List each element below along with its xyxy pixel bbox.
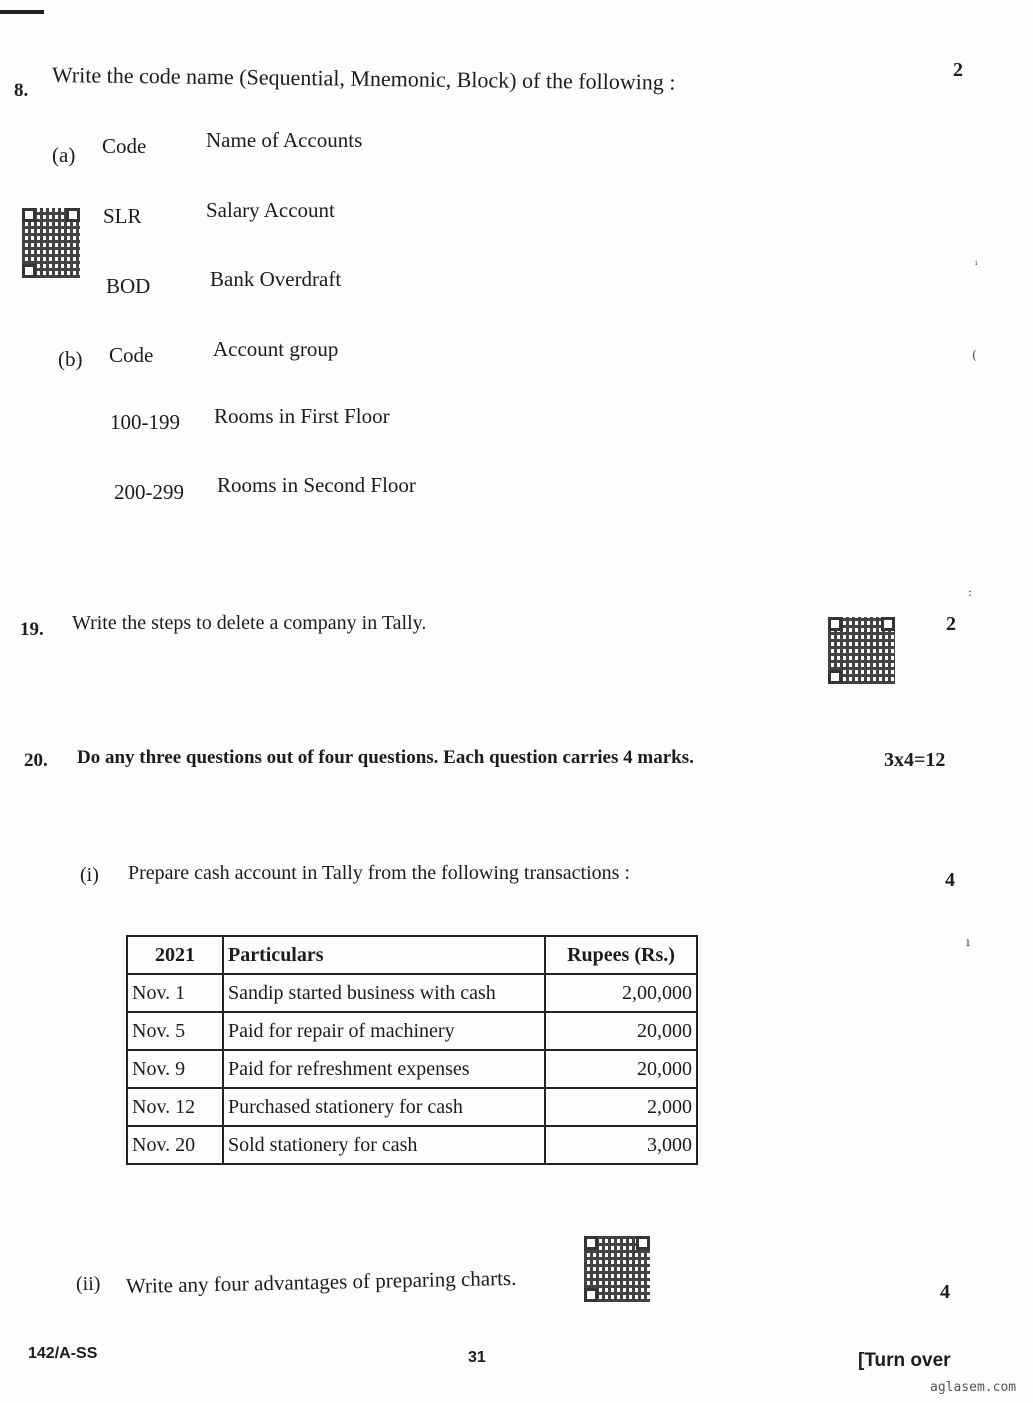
table-row [127, 974, 697, 1012]
part-b-label: (b) [58, 347, 83, 371]
table-header-rupees: Rupees (Rs.) [545, 936, 697, 974]
table-header-row [127, 936, 697, 974]
row-amount: 20,000 [545, 1012, 697, 1050]
part-b-group-header: Account group [213, 337, 339, 361]
row-particulars: Paid for refreshment expenses [223, 1050, 545, 1088]
row-particulars: Paid for repair of machinery [223, 1012, 545, 1050]
scan-speck: : [968, 585, 973, 599]
part-i-marks: 4 [945, 869, 955, 891]
question-20-number: 20. [24, 750, 48, 771]
scan-speck: ⁱ [975, 258, 978, 272]
row-date: Nov. 12 [127, 1088, 223, 1126]
qr-code-2 [828, 617, 895, 684]
question-18-marks: 2 [953, 59, 963, 81]
footer-turn-over: [Turn over [858, 1350, 951, 1371]
row-particulars: Sold stationery for cash [223, 1126, 545, 1164]
table-header-year: 2021 [127, 936, 223, 974]
part-a-row-1-name: Salary Account [206, 198, 335, 222]
part-b-code-header: Code [109, 343, 154, 367]
table-row [127, 1012, 697, 1050]
part-a-label: (a) [52, 143, 76, 167]
row-amount: 2,000 [545, 1088, 697, 1126]
part-b-row-2-name: Rooms in Second Floor [217, 473, 416, 497]
table-row [127, 1088, 697, 1126]
part-i-label: (i) [80, 864, 99, 886]
part-b-row-1-code: 100-199 [110, 410, 180, 434]
part-a-code-header: Code [102, 134, 147, 158]
part-b-row-2-code: 200-299 [114, 480, 184, 504]
part-b-row-1-name: Rooms in First Floor [214, 404, 390, 428]
question-18-text: Write the code name (Sequential, Mnemonic, Block) of the following : [51, 62, 676, 95]
table-header-particulars: Particulars [223, 936, 545, 974]
row-date: Nov. 5 [127, 1012, 223, 1050]
row-date: Nov. 1 [127, 974, 223, 1012]
scan-mark [0, 10, 44, 14]
scan-speck: ( [972, 348, 977, 362]
transactions-table [126, 935, 698, 1165]
row-particulars: Sandip started business with cash [223, 974, 545, 1012]
part-a-row-1-code: SLR [103, 204, 142, 228]
row-amount: 3,000 [545, 1126, 697, 1164]
row-date: Nov. 9 [127, 1050, 223, 1088]
table-row [127, 1050, 697, 1088]
row-amount: 2,00,000 [545, 974, 697, 1012]
question-19-number: 19. [20, 619, 44, 640]
row-amount: 20,000 [545, 1050, 697, 1088]
watermark: aglasem.com [930, 1380, 1017, 1395]
question-19-text: Write the steps to delete a company in Tally. [72, 612, 427, 634]
part-a-row-2-code: BOD [106, 274, 151, 298]
question-19-marks: 2 [946, 613, 956, 635]
part-ii-marks: 4 [940, 1281, 950, 1303]
footer-page-number: 31 [468, 1349, 486, 1366]
row-date: Nov. 20 [127, 1126, 223, 1164]
qr-code-3 [584, 1236, 650, 1302]
question-18-number: 8. [14, 80, 29, 101]
question-20-marks: 3x4=12 [884, 749, 946, 771]
qr-code-1 [22, 208, 80, 278]
question-20-text: Do any three questions out of four questions. Each question carries 4 marks. [77, 747, 694, 768]
part-ii-label: (ii) [76, 1273, 101, 1295]
table-row [127, 1126, 697, 1164]
part-a-row-2-name: Bank Overdraft [210, 267, 342, 291]
row-particulars: Purchased stationery for cash [223, 1088, 545, 1126]
part-a-name-header: Name of Accounts [206, 128, 363, 152]
part-ii-text: Write any four advantages of preparing charts. [125, 1265, 517, 1298]
footer-paper-code: 142/A-SS [28, 1345, 98, 1362]
part-i-text: Prepare cash account in Tally from the following transactions : [128, 862, 630, 884]
scan-speck: ı [966, 935, 970, 949]
